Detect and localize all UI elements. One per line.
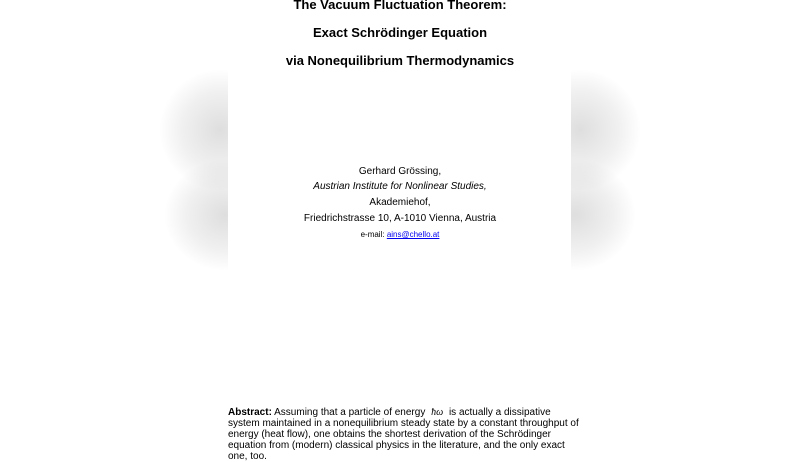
author-name: Gerhard Grössing, (358, 166, 442, 177)
title-line-1: The Vacuum Fluctuation Theorem: (293, 0, 507, 12)
title-line-3: via Nonequilibrium Thermodynamics (285, 53, 515, 68)
author-email-line (0, 228, 800, 241)
email-label: e-mail: (360, 230, 387, 239)
title-line-2: Exact Schrödinger Equation (312, 25, 488, 40)
author-address: Friedrichstrasse 10, A-1010 Vienna, Austria (303, 213, 497, 224)
abstract-paragraph (228, 407, 580, 462)
abstract-text-before: Assuming that a particle of energy (271, 407, 429, 418)
abstract-label: Abstract: (228, 407, 272, 418)
author-institute: Austrian Institute for Nonlinear Studies, (313, 181, 487, 192)
abstract-text-after: is actually a dissipative system maintained in a nonequilibrium steady state by a constant throughput of energy (heat flow), one obtains the shortest derivation of the Schrödinger equation from (modern) classical physics in the literature, and the only exact one, too. (228, 407, 579, 462)
author-building: Akademiehof, (369, 197, 431, 208)
abstract-math-energy: ħω (431, 407, 444, 418)
email-link[interactable]: ains@chello.at (386, 230, 440, 239)
